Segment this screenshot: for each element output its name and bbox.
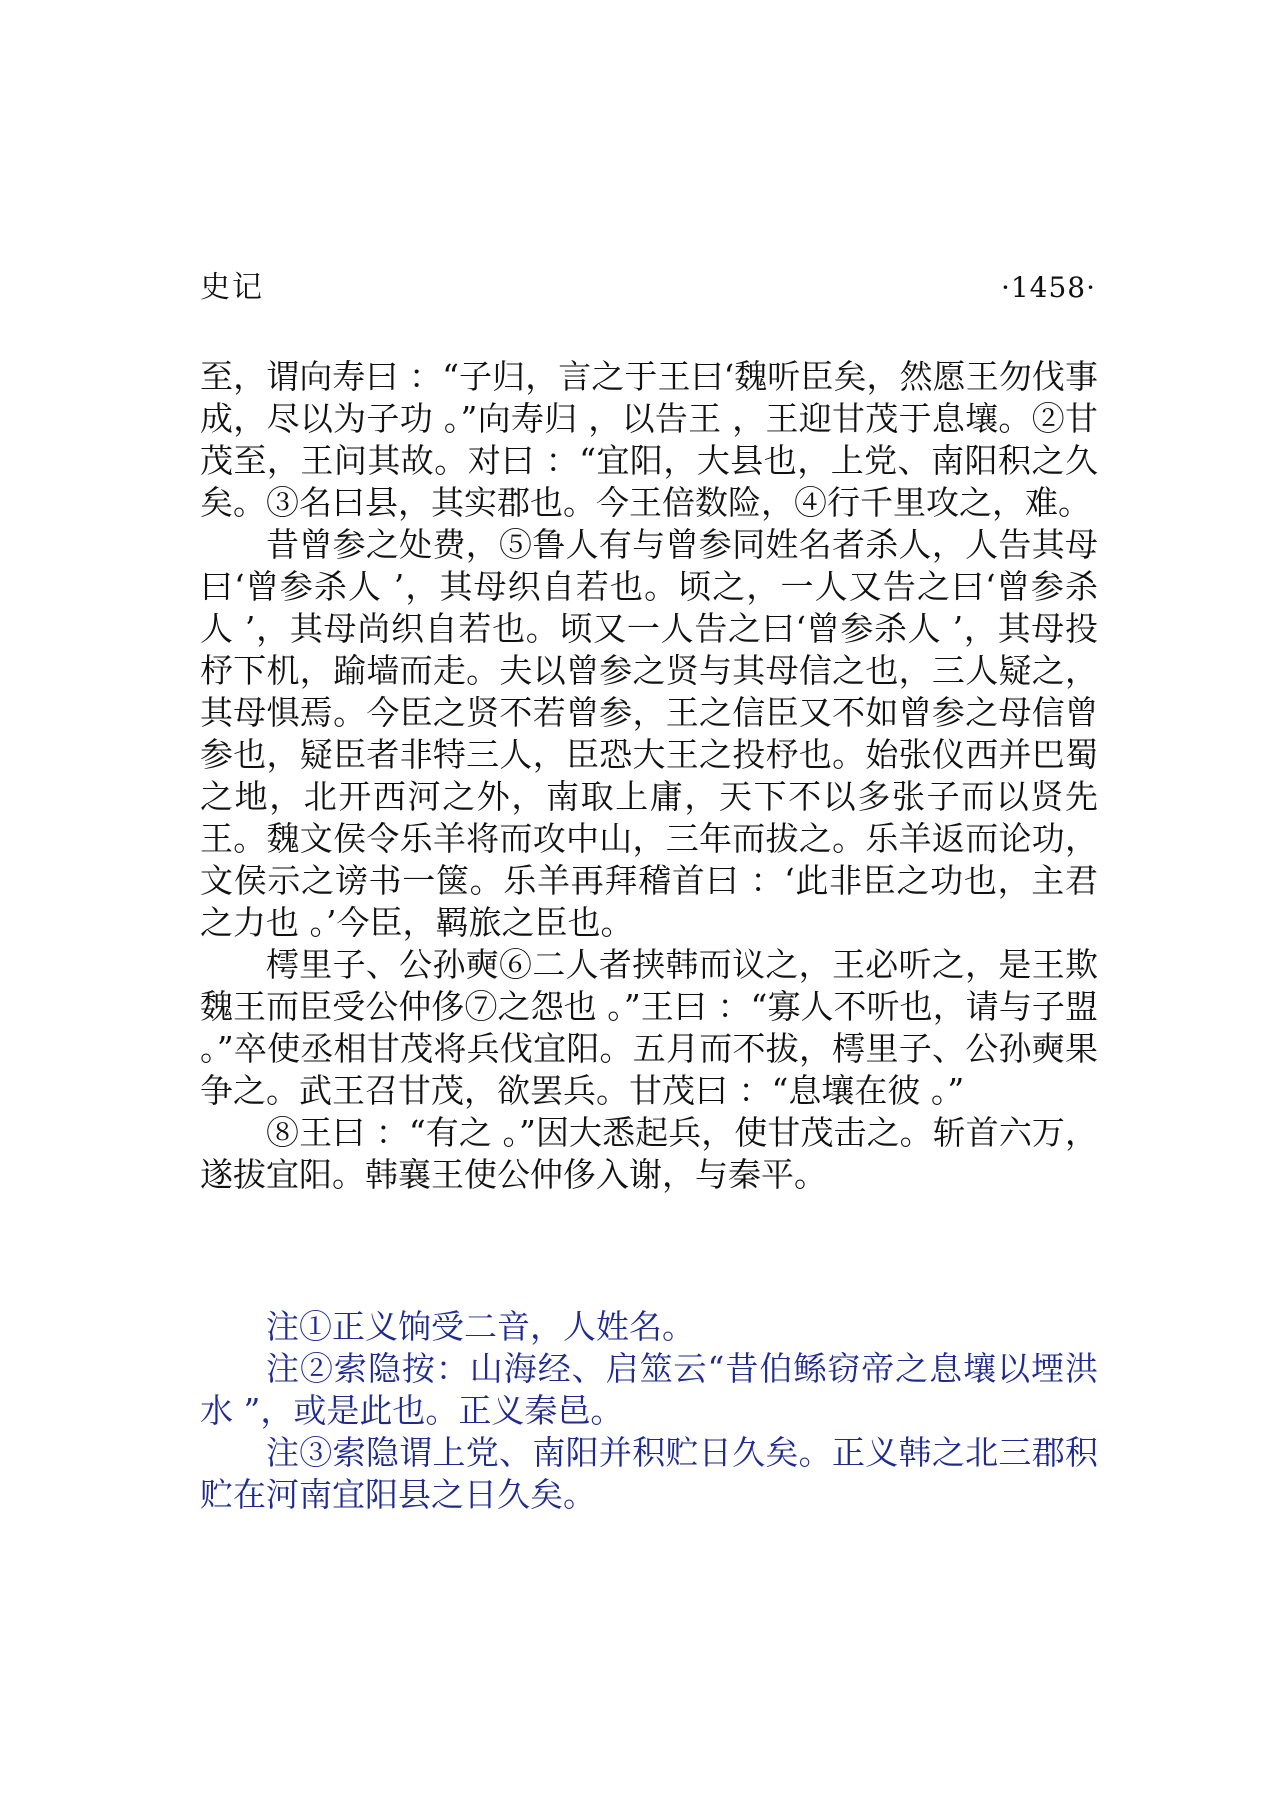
book-title: 史记: [200, 270, 264, 305]
footnote: 注①正义饷受二音，人姓名。: [266, 1307, 695, 1346]
paragraph: 昔曾参之处费，⑤鲁人有与曾参同姓名者杀人，人告其母曰‘曾参杀人 ’，其母织自若也。顷之，一人又告之曰‘曾参杀人 ’，其母尚织自若也。顷又一人告之曰‘曾参杀人 ’，其母投杼下机，踰墙而走。夫以曾参之贤与其母信之也，三人疑之，其母惧焉。今臣之贤不若曾参，王之信臣又不如曾参之母信曾参也，疑臣者非特三人，臣恐大王之投杼也。始张仪西并巴蜀之地，北开西河之外，南取上庸，天下不以多张子而以贤先王。魏文侯令乐羊将而攻中山，三年而拔之。乐羊返而论功，文侯示之谤书一箧。乐羊再拜稽首曰 ：‘此非臣之功也，主君之力也 。’今臣，羁旅之臣也。: [200, 525, 1098, 942]
paragraph: 至，谓向寿曰 ：“子归，言之于王曰‘魏听臣矣，然愿王勿伐事成，尽以为子功 。”向寿归 ，以告王 ，王迎甘茂于息壤。②甘茂至，王问其故。对曰 ：“宜阳，大县也，上党、南阳积之久矣。③名曰县，其实郡也。今王倍数险，④行千里攻之，难。: [200, 357, 1098, 522]
notes-section: [200, 1306, 1098, 1516]
paragraph: ⑧王曰 ：“有之 。”因大悉起兵，使甘茂击之。斩首六万，遂拔宜阳。韩襄王使公仲侈入谢，与秦平。: [200, 1113, 1098, 1194]
page-number: ·1458·: [1000, 271, 1096, 304]
footnote: 注③索隐谓上党、南阳并积贮日久矣。正义韩之北三郡积贮在河南宜阳县之日久矣。: [200, 1433, 1098, 1514]
main-text: [200, 356, 1098, 1196]
paragraph: 樗里子、公孙奭⑥二人者挟韩而议之，王必听之，是王欺魏王而臣受公仲侈⑦之怨也 。”王曰 ：“寡人不听也，请与子盟 。”卒使丞相甘茂将兵伐宜阳。五月而不拔，樗里子、公孙奭果争之。武王召甘茂，欲罢兵。甘茂曰 ：“息壤在彼 。”: [200, 945, 1098, 1110]
page-header: [200, 266, 1096, 310]
footnote: 注②索隐按：山海经、启筮云“昔伯鲧窃帝之息壤以堙洪水 ”，或是此也。正义秦邑。: [200, 1349, 1098, 1430]
